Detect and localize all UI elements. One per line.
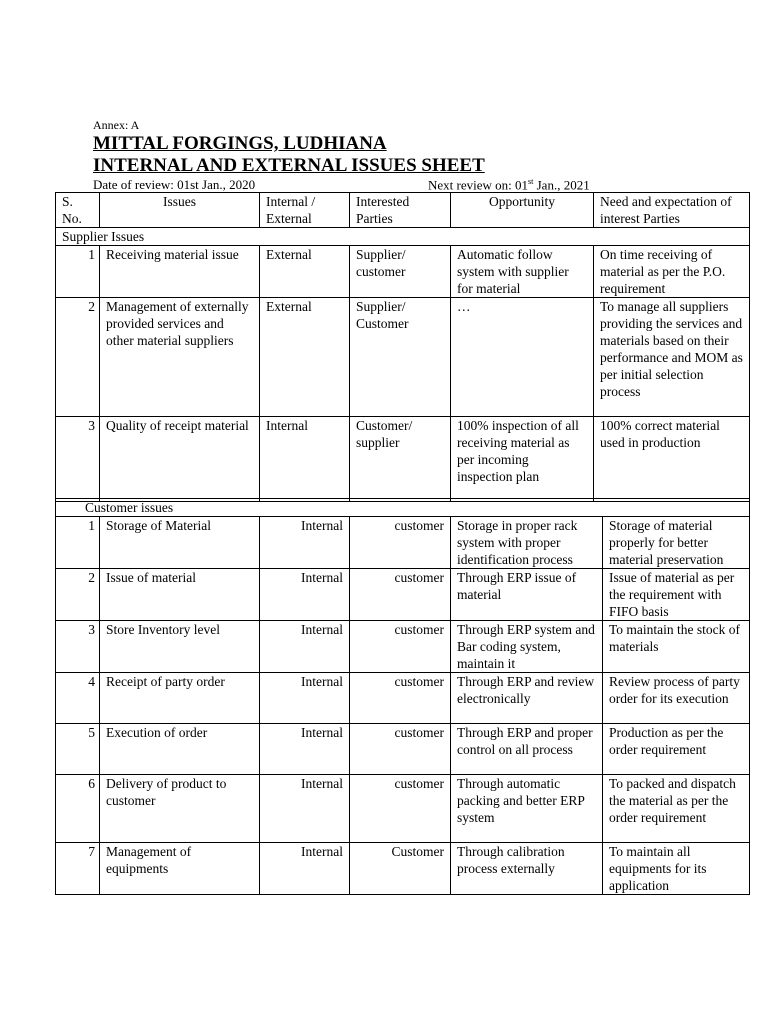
row-issue: Receiving material issue: [100, 246, 260, 298]
row-type: Internal: [260, 724, 350, 775]
row-type: External: [260, 298, 350, 417]
row-opportunity: Through ERP and proper control on all process: [451, 724, 603, 775]
row-issue: Storage of Material: [100, 517, 260, 569]
row-number: 2: [56, 569, 100, 621]
table-row: [56, 569, 750, 621]
row-type: Internal: [260, 843, 350, 895]
row-need: To maintain all equipments for its application: [603, 843, 750, 895]
table-row: [56, 775, 750, 843]
row-parties: customer: [350, 569, 451, 621]
row-need: To manage all suppliers providing the services and materials based on their performance and MOM as per initial selection process: [594, 298, 750, 417]
row-issue: Quality of receipt material: [100, 417, 260, 502]
table-row: [56, 517, 750, 569]
row-issue: Store Inventory level: [100, 621, 260, 673]
row-number: 3: [56, 417, 100, 502]
row-parties: customer: [350, 517, 451, 569]
row-number: 5: [56, 724, 100, 775]
row-opportunity: …: [451, 298, 594, 417]
row-parties: Supplier/ Customer: [350, 298, 451, 417]
row-parties: customer: [350, 775, 451, 843]
table-row: [56, 673, 750, 724]
row-issue: Receipt of party order: [100, 673, 260, 724]
section-row: [56, 499, 750, 517]
row-parties: customer: [350, 621, 451, 673]
row-opportunity: Automatic follow system with supplier for material: [451, 246, 594, 298]
row-parties: Customer/ supplier: [350, 417, 451, 502]
review-date: Date of review: 01st Jan., 2020: [93, 177, 256, 192]
row-type: Internal: [260, 673, 350, 724]
row-opportunity: 100% inspection of all receiving material as per incoming inspection plan: [451, 417, 594, 502]
table-row: [56, 843, 750, 895]
row-need: Production as per the order requirement: [603, 724, 750, 775]
row-need: To packed and dispatch the material as per the order requirement: [603, 775, 750, 843]
row-type: External: [260, 246, 350, 298]
row-number: 3: [56, 621, 100, 673]
row-number: 7: [56, 843, 100, 895]
row-need: Storage of material properly for better material preservation: [603, 517, 750, 569]
header-parties: Interested Parties: [350, 193, 451, 228]
row-issue: Management of externally provided services and other material suppliers: [100, 298, 260, 417]
header-issues: Issues: [100, 193, 260, 228]
table-row: [56, 621, 750, 673]
row-need: 100% correct material used in production: [594, 417, 750, 502]
company-title: MITTAL FORGINGS, LUDHIANA: [93, 133, 387, 154]
table-row: [56, 417, 750, 502]
issues-table-supplier: [55, 192, 750, 502]
row-opportunity: Storage in proper rack system with proper identification process: [451, 517, 603, 569]
header-type: Internal / External: [260, 193, 350, 228]
table-row: [56, 298, 750, 417]
row-opportunity: Through ERP and review electronically: [451, 673, 603, 724]
row-issue: Delivery of product to customer: [100, 775, 260, 843]
annex-label: Annex: A: [93, 118, 140, 132]
table-row: [56, 246, 750, 298]
section-title: Supplier Issues: [56, 228, 750, 246]
row-opportunity: Through ERP system and Bar coding system, maintain it: [451, 621, 603, 673]
row-opportunity: Through calibration process externally: [451, 843, 603, 895]
row-number: 1: [56, 517, 100, 569]
header-row: [56, 193, 750, 228]
row-need: Issue of material as per the requirement with FIFO basis: [603, 569, 750, 621]
sheet-title: INTERNAL AND EXTERNAL ISSUES SHEET: [93, 155, 485, 176]
row-parties: customer: [350, 673, 451, 724]
row-need: To maintain the stock of materials: [603, 621, 750, 673]
row-number: 2: [56, 298, 100, 417]
row-number: 6: [56, 775, 100, 843]
row-type: Internal: [260, 569, 350, 621]
row-number: 1: [56, 246, 100, 298]
row-opportunity: Through ERP issue of material: [451, 569, 603, 621]
row-need: Review process of party order for its execution: [603, 673, 750, 724]
row-issue: Management of equipments: [100, 843, 260, 895]
header-need: Need and expectation of interest Parties: [594, 193, 750, 228]
table-row: [56, 724, 750, 775]
row-issue: Issue of material: [100, 569, 260, 621]
row-opportunity: Through automatic packing and better ERP system: [451, 775, 603, 843]
row-number: 4: [56, 673, 100, 724]
row-issue: Execution of order: [100, 724, 260, 775]
row-type: Internal: [260, 621, 350, 673]
row-parties: Supplier/ customer: [350, 246, 451, 298]
header-opportunity: Opportunity: [451, 193, 594, 228]
issues-table-customer: [55, 498, 750, 895]
row-parties: Customer: [350, 843, 451, 895]
section-row: [56, 228, 750, 246]
row-need: On time receiving of material as per the P.O. requirement: [594, 246, 750, 298]
row-parties: customer: [350, 724, 451, 775]
header-sno: S. No.: [56, 193, 100, 228]
section-title: Customer issues: [56, 499, 750, 517]
next-review-date: Next review on: 01st Jan., 2021: [428, 177, 590, 193]
row-type: Internal: [260, 775, 350, 843]
row-type: Internal: [260, 517, 350, 569]
row-type: Internal: [260, 417, 350, 502]
